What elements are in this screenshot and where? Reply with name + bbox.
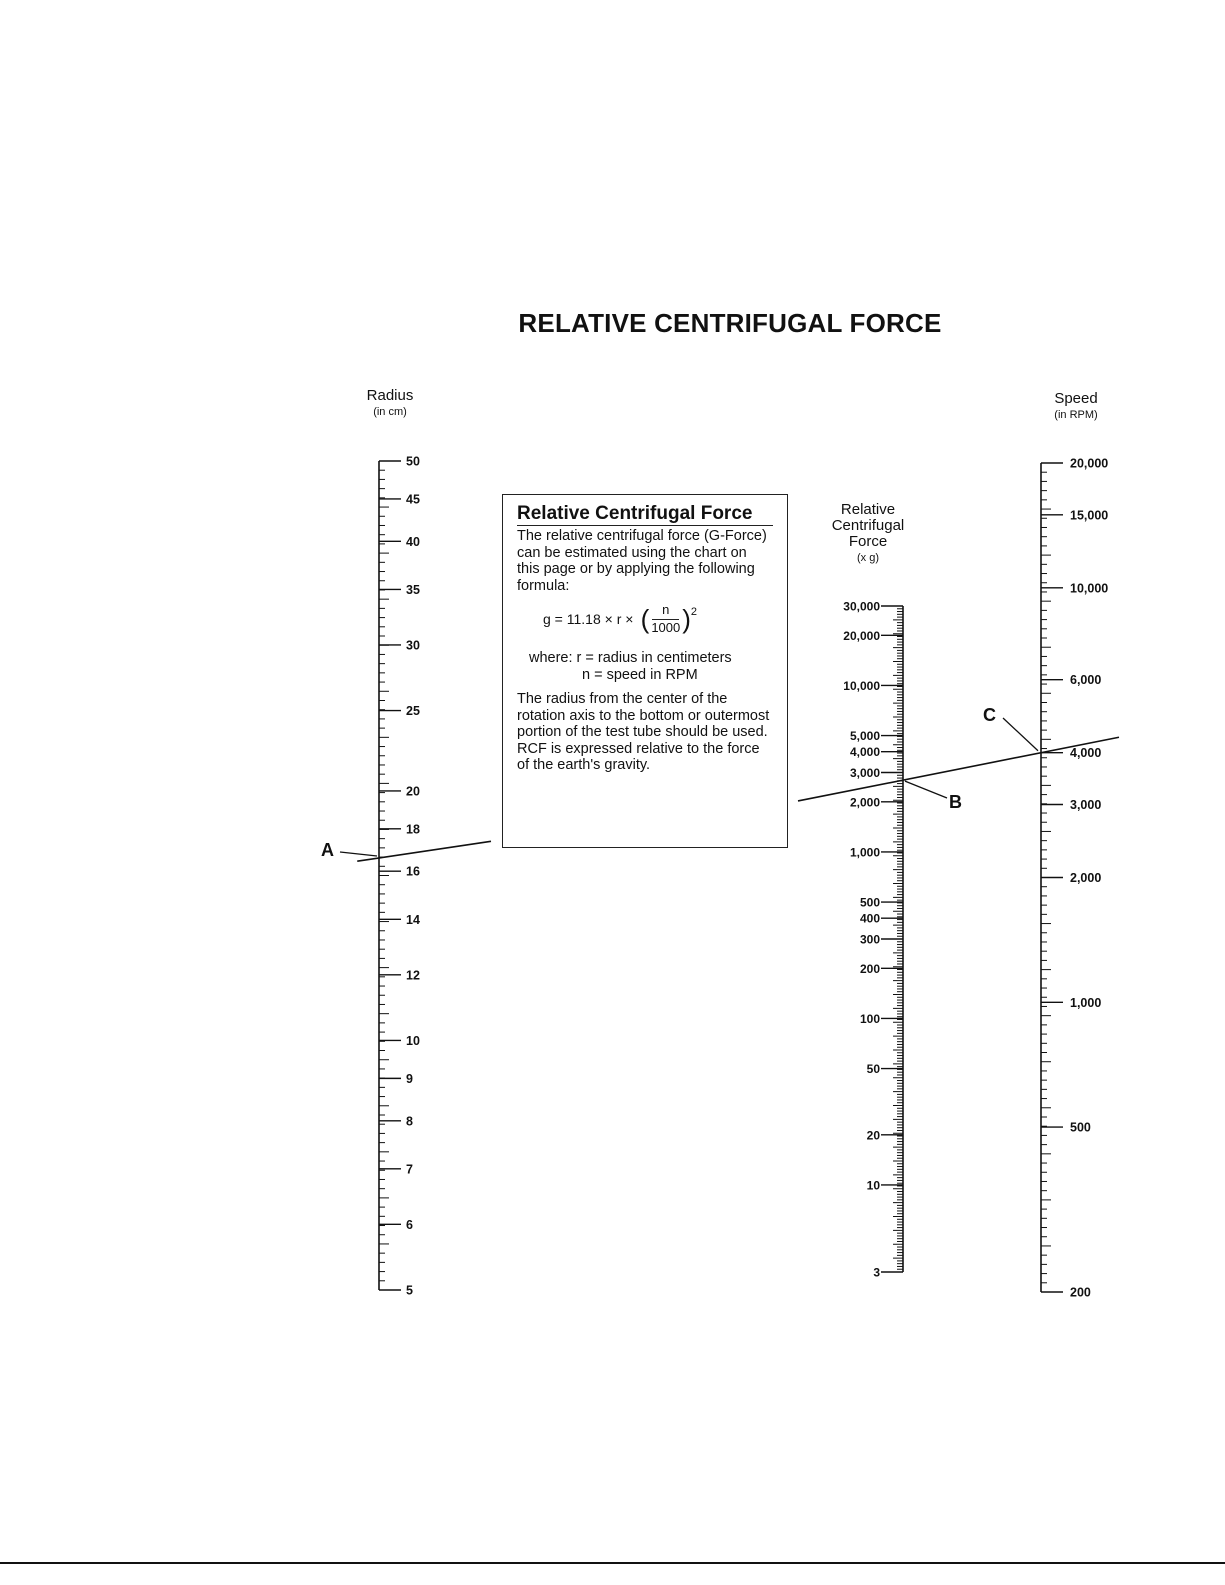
point-label-b: B xyxy=(949,792,962,812)
radius-tick-label: 9 xyxy=(406,1071,413,1086)
rcf-title-line-2: Centrifugal xyxy=(831,517,905,534)
radius-tick-label: 20 xyxy=(406,784,420,799)
speed-tick-label: 2,000 xyxy=(1070,871,1102,885)
rcf-tick-label: 200 xyxy=(859,961,880,976)
radius-tick-label: 40 xyxy=(406,534,420,549)
rcf-tick-label: 10,000 xyxy=(843,678,880,693)
radius-tick-label: 16 xyxy=(406,864,420,879)
radius-tick-label: 8 xyxy=(406,1114,413,1129)
radius-tick-label: 50 xyxy=(406,454,420,469)
speed-title-text: Speed xyxy=(1054,390,1098,407)
speed-tick-label: 500 xyxy=(1070,1120,1091,1135)
example-line-a xyxy=(357,841,491,861)
rcf-tick-label: 20,000 xyxy=(843,628,880,643)
radius-tick-label: 10 xyxy=(406,1033,420,1048)
page-bottom-rule xyxy=(0,1562,1225,1564)
rcf-tick-label: 3 xyxy=(873,1265,880,1280)
radius-axis-title xyxy=(350,388,430,420)
point-label-c: C xyxy=(983,705,996,725)
radius-tick-label: 30 xyxy=(406,638,420,653)
rcf-tick-label: 5,000 xyxy=(849,729,880,744)
rcf-tick-label: 30,000 xyxy=(843,599,880,614)
info-box-heading: Relative Centrifugal Force xyxy=(517,503,773,526)
rcf-tick-label: 4,000 xyxy=(849,745,880,760)
rcf-tick-label: 400 xyxy=(859,911,880,926)
leader-a xyxy=(340,852,377,856)
leader-c xyxy=(1003,718,1038,751)
formula-legend-r: where: r = radius in centimeters xyxy=(529,650,732,666)
radius-tick-label: 35 xyxy=(406,582,420,597)
speed-tick-label: 1,000 xyxy=(1070,995,1102,1010)
rcf-tick-label: 1,000 xyxy=(849,845,880,860)
info-box-intro: The relative centrifugal force (G-Force) can be estimated using the chart on this page or by applying the following formula: xyxy=(517,528,767,594)
speed-tick-label: 6,000 xyxy=(1070,673,1102,688)
rcf-title-line-1: Relative xyxy=(840,501,896,518)
radius-tick-label: 6 xyxy=(406,1217,413,1232)
rcf-tick-label: 50 xyxy=(866,1062,880,1077)
rcf-info-box xyxy=(502,494,788,848)
formula-close-paren: ) xyxy=(682,604,691,634)
formula-open-paren: ( xyxy=(633,604,650,634)
rcf-tick-label: 2,000 xyxy=(849,795,880,810)
speed-tick-label: 4,000 xyxy=(1070,746,1102,761)
rcf-axis-title xyxy=(818,502,918,566)
rcf-title-line-3: Force xyxy=(848,533,888,550)
rcf-tick-label: 20 xyxy=(866,1128,880,1143)
formula-legend xyxy=(529,650,773,683)
rcf-tick-label: 300 xyxy=(859,932,880,947)
rcf-tick-label: 3,000 xyxy=(849,766,880,780)
radius-tick-label: 18 xyxy=(406,822,420,837)
leader-b xyxy=(905,781,947,798)
point-label-a: A xyxy=(321,840,334,860)
speed-tick-label: 10,000 xyxy=(1070,581,1109,596)
formula-fraction xyxy=(651,602,680,636)
radius-tick-label: 5 xyxy=(406,1283,413,1298)
radius-unit: (in cm) xyxy=(373,406,407,418)
speed-unit: (in RPM) xyxy=(1054,409,1098,421)
rcf-formula xyxy=(543,602,773,636)
formula-lhs: g = 11.18 × r × xyxy=(543,610,634,627)
formula-exponent: 2 xyxy=(690,606,698,618)
page-title: RELATIVE CENTRIFUGAL FORCE xyxy=(518,308,942,338)
radius-tick-label: 25 xyxy=(406,704,420,719)
speed-axis-title xyxy=(1036,391,1116,423)
radius-tick-label: 45 xyxy=(406,492,420,507)
speed-tick-label: 20,000 xyxy=(1070,456,1109,471)
speed-tick-label: 3,000 xyxy=(1070,798,1102,813)
formula-legend-n: n = speed in RPM xyxy=(582,666,698,683)
rcf-tick-label: 500 xyxy=(859,895,880,910)
radius-tick-label: 14 xyxy=(406,912,420,927)
rcf-unit: (x g) xyxy=(857,552,879,564)
radius-title-text: Radius xyxy=(366,387,414,404)
radius-tick-label: 7 xyxy=(406,1162,413,1177)
rcf-tick-label: 100 xyxy=(859,1011,880,1026)
formula-denominator: 1000 xyxy=(651,619,681,635)
info-box-body: The radius from the center of the rotation axis to the bottom or outermost portion of the test tube should be used. RCF is expressed relative to the force of the earth's gravity. xyxy=(517,691,770,773)
speed-tick-label: 200 xyxy=(1070,1285,1091,1300)
radius-tick-label: 12 xyxy=(406,968,420,983)
speed-tick-label: 15,000 xyxy=(1070,508,1109,523)
formula-numerator: n xyxy=(652,602,679,620)
rcf-tick-label: 10 xyxy=(866,1178,880,1193)
